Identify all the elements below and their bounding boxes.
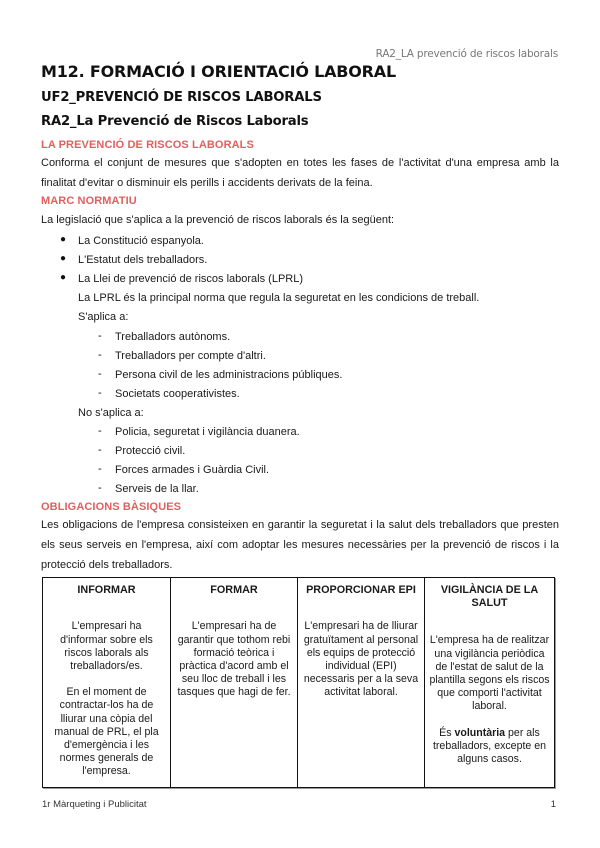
dash-icon: - xyxy=(98,482,102,494)
dash-icon: - xyxy=(98,330,102,342)
module-title: M12. FORMACIÓ I ORIENTACIÓ LABORAL xyxy=(41,62,396,81)
salut-text-1: L'empresa ha de realitzar una vigilància periòdica de l'estat de salut de la plantilla segons els riscos que comporti l'activitat laboral. xyxy=(429,634,550,713)
not-applies-label: No s'aplica a: xyxy=(78,407,144,419)
list-item: Serveis de la llar. xyxy=(115,483,199,495)
list-item: L'Estatut dels treballadors. xyxy=(78,254,208,266)
informar-text-1: L'empresari ha d'informar sobre els riscos laborals als treballadors/es. xyxy=(60,620,153,673)
salut-text-bold: voluntària xyxy=(454,726,506,739)
bullet-icon: ● xyxy=(60,234,67,245)
dash-icon: - xyxy=(98,444,102,456)
footer-course: 1r Màrqueting i Publicitat xyxy=(42,799,147,810)
header-vigilancia-salut: VIGILÀNCIA DE LA SALUT xyxy=(425,578,555,615)
list-item: Policia, seguretat i vigilància duanera. xyxy=(115,426,300,438)
list-item: Protecció civil. xyxy=(115,445,186,457)
epi-text: L'empresari ha de lliurar gratuïtament al personal els equips de protecció individual (EPI) necessaris per a la seva activitat laboral. xyxy=(303,620,419,699)
cell-formar xyxy=(171,614,298,787)
unit-title: UF2_PREVENCIÓ DE RISCOS LABORALS xyxy=(41,90,322,105)
lprl-description: La LPRL és la principal norma que regula la seguretat en les condicions de treball. xyxy=(78,292,480,304)
list-item: Persona civil de les administracions públiques. xyxy=(115,369,343,381)
dash-icon: - xyxy=(98,463,102,475)
list-item: La Constitució espanyola. xyxy=(78,235,204,247)
salut-text-2 xyxy=(429,727,550,767)
list-item: Societats cooperativistes. xyxy=(115,388,240,400)
running-header: RA2_LA prevenció de riscos laborals xyxy=(375,48,558,60)
dash-icon: - xyxy=(98,349,102,361)
salut-text-post: per als treballadors, excepte en alguns casos. xyxy=(432,726,547,766)
list-item: Treballadors per compte d'altri. xyxy=(115,350,266,362)
list-item: Treballadors autònoms. xyxy=(115,331,231,343)
ra-title: RA2_La Prevenció de Riscos Laborals xyxy=(41,114,309,129)
marc-intro: La legislació que s'aplica a la prevenció de riscos laborals és la següent: xyxy=(41,214,395,226)
bullet-icon: ● xyxy=(60,253,67,264)
table-row xyxy=(43,614,555,787)
section-heading-prevencio: LA PREVENCIÓ DE RISCOS LABORALS xyxy=(41,139,254,151)
header-proporcionar-epi: PROPORCIONAR EPI xyxy=(298,578,425,615)
applies-label: S'aplica a: xyxy=(78,311,129,323)
obligations-table xyxy=(42,577,555,788)
cell-informar xyxy=(43,614,171,787)
salut-text-pre: És xyxy=(439,726,455,739)
prevencio-paragraph: Conforma el conjunt de mesures que s'adopten en totes les fases de l'activitat d'una empresa amb la finalitat d'evitar o disminuir els perills i accidents derivats de la feina. xyxy=(41,157,559,189)
cell-vigilancia xyxy=(425,614,555,787)
table-header-row xyxy=(43,578,555,615)
section-heading-obligacions: OBLIGACIONS BÀSIQUES xyxy=(41,501,182,513)
dash-icon: - xyxy=(98,387,102,399)
dash-icon: - xyxy=(98,368,102,380)
footer-page-number: 1 xyxy=(550,799,556,810)
bullet-icon: ● xyxy=(60,272,67,283)
informar-text-2: En el moment de contractar-los ha de lliurar una còpia del manual de PRL, el pla d'emergència i les normes generals de l'empresa. xyxy=(54,686,159,778)
list-item: Forces armades i Guàrdia Civil. xyxy=(115,464,270,476)
dash-icon: - xyxy=(98,425,102,437)
list-item: La Llei de prevenció de riscos laborals (LPRL) xyxy=(78,273,304,285)
section-heading-marc-normatiu: MARC NORMATIU xyxy=(41,195,137,207)
cell-epi xyxy=(298,614,425,787)
header-informar: INFORMAR xyxy=(43,578,171,615)
header-formar: FORMAR xyxy=(171,578,298,615)
obligacions-paragraph: Les obligacions de l'empresa consisteixen en garantir la seguretat i la salut dels treballadors que presten els seus serveis en l'empresa, així com adoptar les mesures necessàries per la prevenció de riscos i la protecció dels treballadors. xyxy=(41,519,559,571)
formar-text: L'empresari ha de garantir que tothom rebi formació teòrica i pràctica d'acord amb el seu lloc de treball i les tasques que hagi de fer. xyxy=(177,620,291,699)
